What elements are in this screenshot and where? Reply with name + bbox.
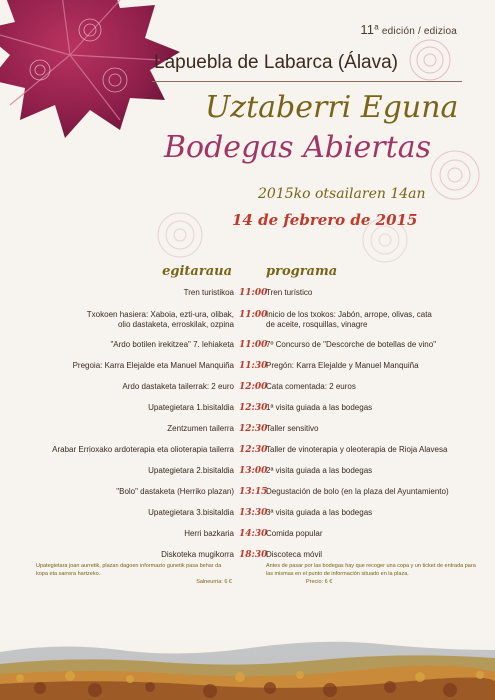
schedule-item-basque: Arabar Errioxako ardoterapia eta olioterapia tailerra	[52, 445, 234, 454]
event-title-basque: Uztaberri Eguna	[205, 90, 459, 125]
swirl-ornament	[150, 205, 210, 265]
schedule-item-basque: Herri bazkaria	[184, 529, 234, 538]
schedule-item-basque: Upategietara 1.bisitaldia	[148, 403, 234, 412]
note-spanish-text: Antes de pasar por las bodegas hay que recoger una copa y un ticket de entrada para las mismas en el punto de información situado en la plaza.	[266, 563, 476, 577]
program-heading-spanish: programa	[266, 264, 338, 279]
schedule-item-basque: Upategietara 2.bisitaldia	[148, 466, 234, 475]
grape-leaf-illustration	[0, 0, 200, 150]
schedule-time: 13:15	[239, 487, 268, 497]
note-basque-price: Salneurria: 6 €	[196, 579, 232, 585]
schedule-item-spanish: 7º Concurso de "Descorche de botellas de vino"	[266, 340, 437, 349]
schedule-time: 12:30	[239, 424, 268, 434]
schedule-item-basque: Upategietara 3.bisitaldia	[148, 508, 234, 517]
schedule-item-basque: Zentzumen tailerra	[167, 424, 234, 433]
schedule-time: 18:30	[239, 550, 268, 560]
location-title: Lapuebla de Labarca (Álava)	[154, 52, 399, 73]
schedule-time: 13:30	[239, 508, 268, 518]
schedule-time: 12:30	[239, 445, 268, 455]
schedule-item-basque: Tren turistikoa	[183, 288, 234, 297]
schedule-time: 13:00	[239, 466, 268, 476]
schedule-item-spanish: Cata comentada: 2 euros	[266, 382, 356, 391]
schedule-item-basque: Txokoen hasiera: Xaboia, ezti-ura, olibak, olio dastaketa, erroskilak, ozpina	[86, 310, 234, 329]
schedule-item-spanish: 2ª visita guiada a las bodegas	[266, 466, 373, 475]
schedule-time: 11:30	[239, 361, 268, 371]
schedule-item-spanish: Taller sensitivo	[266, 424, 319, 433]
schedule-item-spanish: 3ª visita guiada a las bodegas	[266, 508, 373, 517]
edition-text: edición / edizioa	[381, 26, 457, 37]
schedule-time: 12:00	[239, 382, 268, 392]
edition-number: 11	[360, 22, 375, 37]
schedule-item-basque: Pregoia: Karra Elejalde eta Manuel Manquiña	[72, 361, 234, 370]
schedule-time: 14:30	[239, 529, 268, 539]
schedule-time: 11:00	[239, 288, 268, 298]
schedule-item-spanish: 1ª visita guiada a las bodegas	[266, 403, 373, 412]
schedule-item-spanish: Pregón: Karra Elejalde y Manuel Manquiña	[266, 361, 419, 370]
edition-label	[360, 22, 457, 37]
event-date-spanish: 14 de febrero de 2015	[232, 211, 418, 229]
vineyard-landscape-image	[0, 630, 495, 700]
edition-sup: a	[374, 22, 379, 32]
event-title-spanish: Bodegas Abiertas	[164, 130, 431, 165]
program-heading-basque: egitaraua	[162, 264, 232, 279]
schedule-item-spanish: Discoteca móvil	[266, 550, 323, 559]
schedule-time: 11:00	[239, 340, 268, 350]
schedule-time: 12:30	[239, 403, 268, 413]
schedule-item-spanish: Degustación de bolo (en la plaza del Ayuntamiento)	[266, 487, 449, 496]
schedule-item-spanish: Taller de vinoterapia y oleoterapia de Rioja Alavesa	[266, 445, 448, 454]
note-spanish	[266, 562, 478, 586]
schedule-item-spanish: Inicio de los txokos: Jabón, arrope, olivas, cata de aceite, rosquillas, vinagre	[266, 310, 432, 329]
schedule-item-basque: "Bolo" dastaketa (Herriko plazan)	[116, 487, 234, 496]
note-spanish-price: Precio: 6 €	[306, 579, 333, 585]
schedule-item-basque: "Ardo botilen irekitzea" 7. lehiaketa	[110, 340, 234, 349]
note-basque-text: Upategietara joan aurretik, plazan dagoen informazio gunetik pasa behar da kopa eta sarrera hartzeko.	[36, 563, 222, 577]
schedule-item-spanish: Comida popular	[266, 529, 323, 538]
event-date-basque: 2015ko otsailaren 14an	[258, 186, 426, 202]
schedule-item-basque: Ardo dastaketa tailerrak: 2 euro	[122, 382, 234, 391]
title-divider	[152, 81, 462, 82]
schedule-item-spanish: Tren turístico	[266, 288, 313, 297]
schedule-time: 11:00	[239, 310, 268, 320]
schedule-item-basque: Diskoteka mugikorra	[161, 550, 234, 559]
note-basque	[36, 562, 232, 586]
